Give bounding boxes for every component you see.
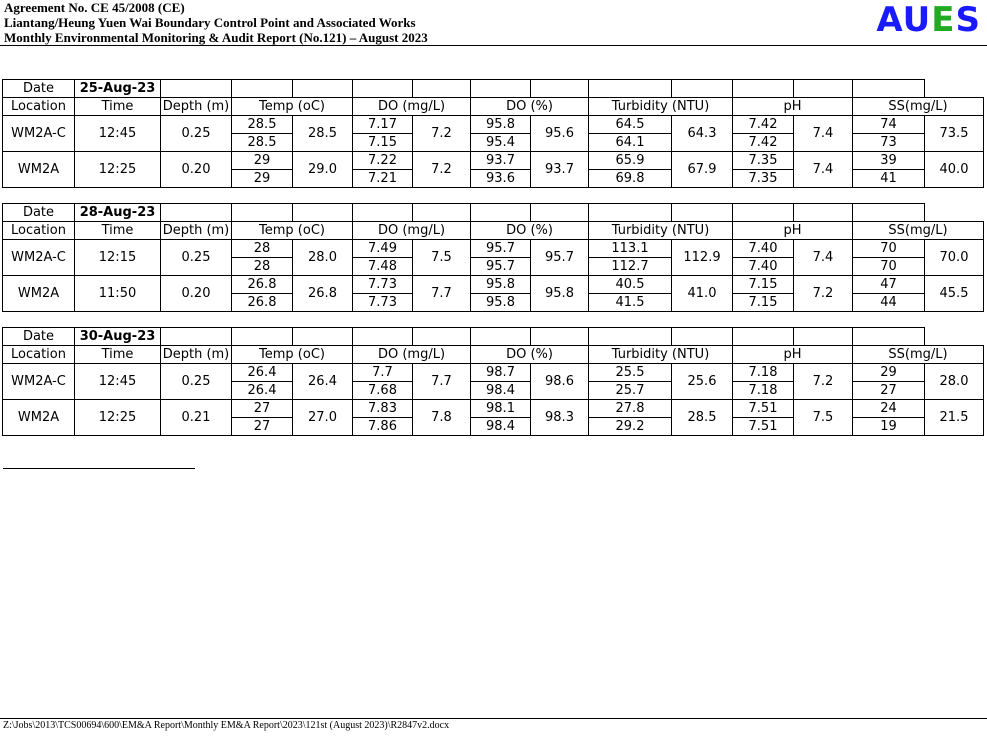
empty-header-cell xyxy=(353,204,413,222)
date-row xyxy=(3,204,984,222)
logo-letter-a: A xyxy=(876,0,903,40)
turbidity-reading-1: 27.8 xyxy=(589,400,672,418)
empty-header-cell xyxy=(471,204,531,222)
do-pct-average: 98.3 xyxy=(531,400,589,436)
date-value: 28-Aug-23 xyxy=(75,204,161,222)
col-ph: pH xyxy=(733,98,853,116)
col-turbidity: Turbidity (NTU) xyxy=(589,98,733,116)
ss-reading-2: 44 xyxy=(853,294,925,312)
empty-header-cell xyxy=(353,80,413,98)
logo-letter-s: S xyxy=(955,0,981,40)
ph-reading-1: 7.35 xyxy=(733,152,794,170)
location-cell: WM2A xyxy=(3,400,75,436)
col-location: Location xyxy=(3,222,75,240)
col-location: Location xyxy=(3,98,75,116)
time-cell: 11:50 xyxy=(75,276,161,312)
footnote-rule xyxy=(3,468,195,469)
do-pct-reading-2: 93.6 xyxy=(471,170,531,188)
footer-rule xyxy=(0,718,987,719)
do-pct-average: 95.6 xyxy=(531,116,589,152)
turbidity-reading-1: 25.5 xyxy=(589,364,672,382)
temp-average: 28.0 xyxy=(293,240,353,276)
turbidity-average: 64.3 xyxy=(672,116,733,152)
empty-header-cell xyxy=(672,328,733,346)
col-do-mg: DO (mg/L) xyxy=(353,98,471,116)
empty-header-cell xyxy=(161,80,232,98)
column-header-row xyxy=(3,98,984,116)
empty-header-cell xyxy=(413,80,471,98)
do-pct-reading-1: 98.1 xyxy=(471,400,531,418)
ph-reading-1: 7.18 xyxy=(733,364,794,382)
monitoring-table xyxy=(2,79,984,188)
data-row xyxy=(3,364,984,382)
temp-average: 28.5 xyxy=(293,116,353,152)
col-do-pct: DO (%) xyxy=(471,346,589,364)
ss-average: 45.5 xyxy=(925,276,984,312)
temp-reading-2: 28.5 xyxy=(232,134,293,152)
empty-header-cell xyxy=(672,80,733,98)
empty-header-cell xyxy=(794,204,853,222)
col-temp: Temp (oC) xyxy=(232,98,353,116)
depth-cell: 0.20 xyxy=(161,152,232,188)
col-temp: Temp (oC) xyxy=(232,346,353,364)
agreement-number: Agreement No. CE 45/2008 (CE) xyxy=(4,0,185,15)
col-ss: SS(mg/L) xyxy=(853,222,984,240)
col-ph: pH xyxy=(733,222,853,240)
ph-reading-2: 7.18 xyxy=(733,382,794,400)
col-ss: SS(mg/L) xyxy=(853,98,984,116)
depth-cell: 0.25 xyxy=(161,364,232,400)
turbidity-reading-1: 65.9 xyxy=(589,152,672,170)
ph-reading-1: 7.40 xyxy=(733,240,794,258)
temp-average: 26.4 xyxy=(293,364,353,400)
do-mg-reading-1: 7.17 xyxy=(353,116,413,134)
temp-average: 27.0 xyxy=(293,400,353,436)
do-mg-average: 7.2 xyxy=(413,152,471,188)
column-header-row xyxy=(3,222,984,240)
empty-header-cell xyxy=(471,80,531,98)
turbidity-reading-2: 112.7 xyxy=(589,258,672,276)
empty-header-cell xyxy=(293,204,353,222)
do-mg-average: 7.5 xyxy=(413,240,471,276)
do-mg-reading-1: 7.49 xyxy=(353,240,413,258)
do-mg-average: 7.7 xyxy=(413,276,471,312)
temp-reading-2: 26.8 xyxy=(232,294,293,312)
temp-reading-1: 26.8 xyxy=(232,276,293,294)
empty-header-cell xyxy=(733,204,794,222)
col-location: Location xyxy=(3,346,75,364)
do-pct-reading-1: 95.7 xyxy=(471,240,531,258)
data-row xyxy=(3,240,984,258)
ph-reading-1: 7.42 xyxy=(733,116,794,134)
time-cell: 12:25 xyxy=(75,152,161,188)
ph-reading-2: 7.40 xyxy=(733,258,794,276)
do-pct-reading-1: 95.8 xyxy=(471,276,531,294)
col-turbidity: Turbidity (NTU) xyxy=(589,346,733,364)
ph-average: 7.4 xyxy=(794,240,853,276)
turbidity-average: 28.5 xyxy=(672,400,733,436)
col-temp: Temp (oC) xyxy=(232,222,353,240)
depth-cell: 0.21 xyxy=(161,400,232,436)
col-turbidity: Turbidity (NTU) xyxy=(589,222,733,240)
empty-header-cell xyxy=(232,204,293,222)
col-depth: Depth (m) xyxy=(161,346,232,364)
do-mg-average: 7.8 xyxy=(413,400,471,436)
col-do-pct: DO (%) xyxy=(471,98,589,116)
ss-average: 21.5 xyxy=(925,400,984,436)
ss-reading-1: 29 xyxy=(853,364,925,382)
temp-average: 26.8 xyxy=(293,276,353,312)
do-pct-reading-1: 93.7 xyxy=(471,152,531,170)
empty-header-cell xyxy=(531,80,589,98)
temp-reading-2: 27 xyxy=(232,418,293,436)
do-mg-reading-1: 7.22 xyxy=(353,152,413,170)
empty-header-cell xyxy=(531,204,589,222)
date-row xyxy=(3,328,984,346)
do-mg-reading-2: 7.15 xyxy=(353,134,413,152)
location-cell: WM2A-C xyxy=(3,364,75,400)
time-cell: 12:15 xyxy=(75,240,161,276)
turbidity-average: 67.9 xyxy=(672,152,733,188)
turbidity-reading-1: 40.5 xyxy=(589,276,672,294)
do-pct-reading-2: 95.8 xyxy=(471,294,531,312)
location-cell: WM2A xyxy=(3,276,75,312)
turbidity-reading-2: 41.5 xyxy=(589,294,672,312)
do-pct-average: 95.7 xyxy=(531,240,589,276)
ph-average: 7.5 xyxy=(794,400,853,436)
do-pct-average: 95.8 xyxy=(531,276,589,312)
temp-reading-1: 27 xyxy=(232,400,293,418)
depth-cell: 0.25 xyxy=(161,116,232,152)
empty-header-cell xyxy=(589,80,672,98)
turbidity-average: 25.6 xyxy=(672,364,733,400)
do-mg-reading-1: 7.7 xyxy=(353,364,413,382)
empty-header-cell xyxy=(232,80,293,98)
col-ss: SS(mg/L) xyxy=(853,346,984,364)
project-title: Liantang/Heung Yuen Wai Boundary Control Point and Associated Works xyxy=(4,15,416,30)
ss-reading-2: 19 xyxy=(853,418,925,436)
do-mg-reading-2: 7.21 xyxy=(353,170,413,188)
ph-reading-1: 7.15 xyxy=(733,276,794,294)
do-mg-average: 7.7 xyxy=(413,364,471,400)
data-row xyxy=(3,116,984,134)
do-pct-reading-2: 98.4 xyxy=(471,418,531,436)
depth-cell: 0.20 xyxy=(161,276,232,312)
temp-average: 29.0 xyxy=(293,152,353,188)
turbidity-reading-2: 25.7 xyxy=(589,382,672,400)
monitoring-table xyxy=(2,203,984,312)
col-do-mg: DO (mg/L) xyxy=(353,222,471,240)
ss-reading-1: 47 xyxy=(853,276,925,294)
report-title: Monthly Environmental Monitoring & Audit Report (No.121) – August 2023 xyxy=(4,30,428,45)
empty-header-cell xyxy=(293,80,353,98)
empty-header-cell xyxy=(353,328,413,346)
ss-average: 40.0 xyxy=(925,152,984,188)
temp-reading-1: 28 xyxy=(232,240,293,258)
empty-header-cell xyxy=(672,204,733,222)
date-label: Date xyxy=(3,328,75,346)
depth-cell: 0.25 xyxy=(161,240,232,276)
col-do-pct: DO (%) xyxy=(471,222,589,240)
ph-average: 7.4 xyxy=(794,116,853,152)
date-value: 25-Aug-23 xyxy=(75,80,161,98)
col-depth: Depth (m) xyxy=(161,98,232,116)
date-label: Date xyxy=(3,80,75,98)
column-header-row xyxy=(3,346,984,364)
data-row xyxy=(3,276,984,294)
do-pct-reading-2: 95.7 xyxy=(471,258,531,276)
empty-header-cell xyxy=(232,328,293,346)
do-pct-reading-2: 98.4 xyxy=(471,382,531,400)
time-cell: 12:45 xyxy=(75,364,161,400)
temp-reading-2: 28 xyxy=(232,258,293,276)
ss-reading-2: 70 xyxy=(853,258,925,276)
empty-header-cell xyxy=(794,80,853,98)
data-row xyxy=(3,400,984,418)
logo-letter-u: U xyxy=(902,0,932,40)
ph-average: 7.4 xyxy=(794,152,853,188)
do-mg-reading-1: 7.73 xyxy=(353,276,413,294)
turbidity-average: 41.0 xyxy=(672,276,733,312)
ss-average: 28.0 xyxy=(925,364,984,400)
location-cell: WM2A-C xyxy=(3,116,75,152)
ph-reading-2: 7.35 xyxy=(733,170,794,188)
turbidity-average: 112.9 xyxy=(672,240,733,276)
empty-header-cell xyxy=(531,328,589,346)
empty-header-cell xyxy=(853,328,925,346)
col-time: Time xyxy=(75,222,161,240)
ph-average: 7.2 xyxy=(794,276,853,312)
turbidity-reading-1: 113.1 xyxy=(589,240,672,258)
do-pct-reading-2: 95.4 xyxy=(471,134,531,152)
turbidity-reading-2: 29.2 xyxy=(589,418,672,436)
temp-reading-1: 29 xyxy=(232,152,293,170)
ss-reading-2: 27 xyxy=(853,382,925,400)
empty-header-cell xyxy=(161,204,232,222)
temp-reading-1: 26.4 xyxy=(232,364,293,382)
ph-reading-2: 7.15 xyxy=(733,294,794,312)
do-mg-reading-2: 7.68 xyxy=(353,382,413,400)
logo-letter-e: E xyxy=(931,0,956,40)
do-mg-reading-2: 7.48 xyxy=(353,258,413,276)
header-rule xyxy=(0,45,987,46)
empty-header-cell xyxy=(589,204,672,222)
location-cell: WM2A xyxy=(3,152,75,188)
ss-reading-1: 39 xyxy=(853,152,925,170)
date-label: Date xyxy=(3,204,75,222)
do-pct-reading-1: 98.7 xyxy=(471,364,531,382)
col-depth: Depth (m) xyxy=(161,222,232,240)
empty-header-cell xyxy=(794,328,853,346)
ss-average: 73.5 xyxy=(925,116,984,152)
empty-header-cell xyxy=(471,328,531,346)
col-time: Time xyxy=(75,346,161,364)
date-value: 30-Aug-23 xyxy=(75,328,161,346)
do-mg-reading-1: 7.83 xyxy=(353,400,413,418)
col-time: Time xyxy=(75,98,161,116)
empty-header-cell xyxy=(853,204,925,222)
ph-average: 7.2 xyxy=(794,364,853,400)
date-row xyxy=(3,80,984,98)
temp-reading-1: 28.5 xyxy=(232,116,293,134)
empty-header-cell xyxy=(413,204,471,222)
file-path-footer: Z:\Jobs\2013\TCS00694\600\EM&A Report\Monthly EM&A Report\2023\121st (August 2023)\R2847v2.docx xyxy=(3,720,450,731)
empty-header-cell xyxy=(733,328,794,346)
do-pct-average: 98.6 xyxy=(531,364,589,400)
location-cell: WM2A-C xyxy=(3,240,75,276)
ph-reading-2: 7.42 xyxy=(733,134,794,152)
turbidity-reading-2: 69.8 xyxy=(589,170,672,188)
empty-header-cell xyxy=(853,80,925,98)
empty-header-cell xyxy=(293,328,353,346)
ph-reading-2: 7.51 xyxy=(733,418,794,436)
do-pct-reading-1: 95.8 xyxy=(471,116,531,134)
data-row xyxy=(3,152,984,170)
ss-reading-2: 41 xyxy=(853,170,925,188)
monitoring-table xyxy=(2,327,984,436)
empty-header-cell xyxy=(589,328,672,346)
time-cell: 12:45 xyxy=(75,116,161,152)
do-mg-average: 7.2 xyxy=(413,116,471,152)
turbidity-reading-1: 64.5 xyxy=(589,116,672,134)
ss-reading-1: 74 xyxy=(853,116,925,134)
do-mg-reading-2: 7.73 xyxy=(353,294,413,312)
do-mg-reading-2: 7.86 xyxy=(353,418,413,436)
empty-header-cell xyxy=(733,80,794,98)
ph-reading-1: 7.51 xyxy=(733,400,794,418)
do-pct-average: 93.7 xyxy=(531,152,589,188)
ss-reading-1: 70 xyxy=(853,240,925,258)
document-header xyxy=(4,0,428,45)
col-ph: pH xyxy=(733,346,853,364)
temp-reading-2: 29 xyxy=(232,170,293,188)
time-cell: 12:25 xyxy=(75,400,161,436)
turbidity-reading-2: 64.1 xyxy=(589,134,672,152)
ss-reading-2: 73 xyxy=(853,134,925,152)
ss-reading-1: 24 xyxy=(853,400,925,418)
empty-header-cell xyxy=(413,328,471,346)
empty-header-cell xyxy=(161,328,232,346)
temp-reading-2: 26.4 xyxy=(232,382,293,400)
col-do-mg: DO (mg/L) xyxy=(353,346,471,364)
aues-logo xyxy=(876,1,981,39)
ss-average: 70.0 xyxy=(925,240,984,276)
